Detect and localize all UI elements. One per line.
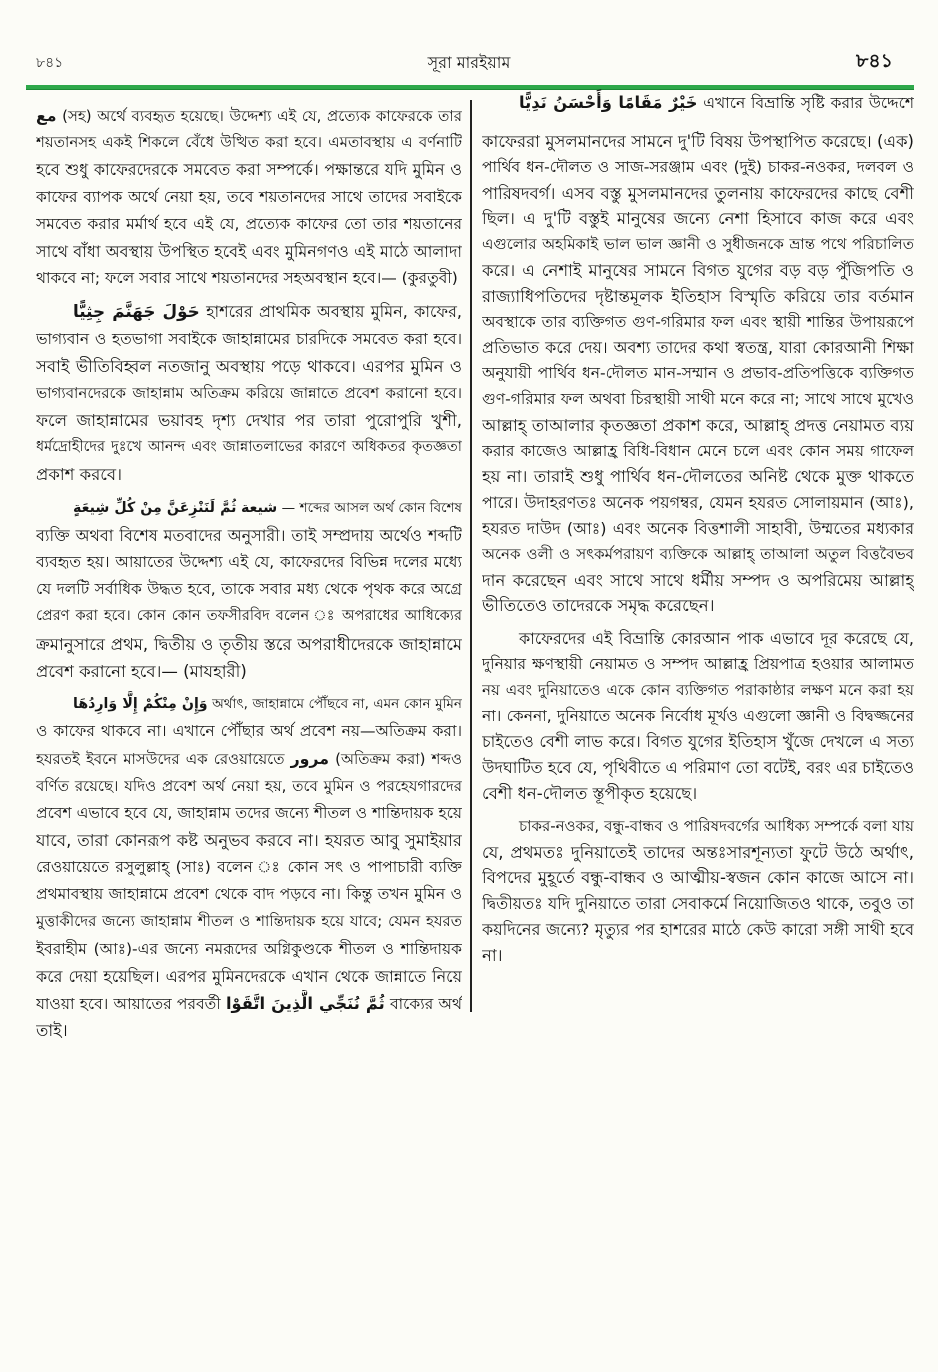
- paragraph: [36, 691, 462, 1044]
- text-segment: — শব্দের আসল অর্থ কোন বিশেষ: [277, 499, 462, 516]
- text-line: [36, 495, 462, 522]
- text-line: ইবরাহীম (আঃ)-এর জন্যে নমরূদের অগ্নিকুণ্ডকে শীতল ও শান্তিদায়ক: [36, 939, 462, 958]
- page-number-left: ৮৪১: [36, 55, 64, 71]
- text-line: ও কাফের থাকবে না। এখানে পৌঁছার অর্থ প্রবেশ নয়—অতিক্রম করা।: [36, 722, 462, 741]
- arabic-text: شيعة: [240, 499, 278, 516]
- text-line: এগুলোর অহমিকাই ভাল ভাল জ্ঞানী ও সুধীজনকে ভ্রান্ত পথে পরিচালিত: [482, 235, 914, 254]
- text-line: বর্ণিত রয়েছে। যদিও প্রবেশ অর্থ নেয়া হয়, তবে মুমিন ও পরহেযগারদের: [36, 776, 462, 795]
- text-line: যাবে, তারা কোনরূপ কষ্ট অনুভব করবে না। হযরত আবু সুমাইয়ার: [36, 830, 462, 850]
- text-line: অবস্থাকে তার ব্যক্তিগত গুণ-গরিমার ফল এবং স্থায়ী শান্তির উপায়রূপে: [482, 312, 914, 331]
- text-line: পার্থিব ধন-দৌলত ও সাজ-সরঞ্জাম এবং (দুই) চাকর-নওকর, দলবল ও: [482, 157, 914, 176]
- text-line: রাজ্যাধিপতিদের দৃষ্টান্তমূলক ইতিহাস বিস্মৃতি করিয়ে তার বর্তমান: [482, 286, 914, 306]
- text-segment: (সহ) অর্থে ব্যবহৃত হয়েছে। উদ্দেশ্য এই যে, প্রত্যেক কাফেরকে তার: [56, 107, 462, 125]
- text-line: উদঘাটিত হবে যে, পৃথিবীতে এ পরিমাণ তো বটেই, বরং এর চাইতেও: [482, 758, 914, 778]
- text-line: হয় না। তারাই শুধু পার্থিব ধন-দৌলতের অনিষ্ট থেকে মুক্ত থাকতে: [482, 467, 914, 487]
- text-line: প্রথমাবস্থায় জাহান্নামে প্রবেশ থেকে বাদ পড়বে না। কিন্তু তখন মুমিন ও: [36, 885, 462, 904]
- text-line: ভাগ্যবানদেরকে জাহান্নাম অতিক্রম করিয়ে জান্নাতে প্রবেশ করানো হবে।: [36, 383, 462, 402]
- text-line: চাইতেও বেশী লাভ করে। বিগত যুগের ইতিহাস খুঁজে দেখলে এ সত্য: [482, 732, 914, 752]
- left-column: [36, 102, 462, 1044]
- text-segment: এখানে বিভ্রান্তি সৃষ্টি করার উদ্দেশে: [697, 94, 914, 112]
- text-line: ব্যবহৃত হয়। আয়াতের উদ্দেশ্য এই যে, কাফেরদের বিভিন্ন দলের মধ্যে: [36, 553, 462, 571]
- text-line: দ্বিতীয়তঃ যদি দুনিয়াতে তারা সেবাকর্মে নিয়োজিতও থাকে, তবুও তা: [482, 894, 914, 914]
- text-segment: (অতিক্রম করা) শব্দও: [328, 750, 462, 769]
- text-line: [36, 990, 462, 1017]
- text-line: শয়তানসহ একই শিকলে বেঁধে উত্থিত করা হবে। এমতাবস্থায় এ বর্ণনাটি: [36, 133, 462, 152]
- text-line: দুনিয়ার ক্ষণস্থায়ী নেয়ামত ও সম্পদ আল্লাহ্র প্রিয়পাত্র হওয়ার আলামত: [482, 654, 914, 673]
- running-title: সূরা মারইয়াম: [427, 53, 511, 72]
- text-line: প্রকাশ করবে।: [36, 465, 122, 485]
- text-line: বিপদের মুহূর্তে বন্ধু-বান্ধব ও আত্মীয়-স্বজন কোন কাজে আসে না।: [482, 868, 914, 888]
- text-line: করার কাজেও আল্লাহ্র বিধি-বিধান মেনে চলে এবং কোন সময় গাফেল: [482, 441, 914, 460]
- text-line: কাফের ব্যাপক অর্থে নেয়া হয়, তবে শয়তানদের সাথে তাদের সবাইকে: [36, 187, 462, 206]
- arabic-text: ثُمَّ نُنَجِّي الَّذِينَ اتَّقَوْا: [225, 994, 385, 1013]
- text-line: বেশী ধন-দৌলত স্তূপীকৃত হয়েছে।: [482, 783, 698, 803]
- text-segment: যাওয়া হবে। আয়াতের পরবর্তী: [36, 995, 226, 1013]
- text-line: [482, 86, 914, 120]
- text-line: ভাগ্যবান ও হতভাগা সবাইকে জাহান্নামের চারদিকে সমবেত করা হবে।: [36, 329, 462, 348]
- text-line: চাকর-নওকর, বন্ধু-বান্ধব ও পারিষদবর্গের আধিক্য সম্পর্কে বলা যায়: [519, 816, 914, 835]
- text-line: পারিষদবর্গ। এসব বস্তু মুসলমানদের তুলনায় কাফেরদের কাছে বেশী: [482, 183, 914, 203]
- text-line: পারে। উদাহরণতঃ অনেক পয়গম্বর, যেমন হযরত সোলায়মান (আঃ),: [482, 493, 914, 513]
- text-line: ফলে জাহান্নামের ভয়াবহ দৃশ্য দেখার পর তারা পুরোপুরি খুশী,: [36, 411, 462, 431]
- text-line: না।: [482, 945, 503, 965]
- paragraph: [36, 102, 462, 292]
- text-line: প্রেরণ করা হবে। কোন কোন তফসীরবিদ বলেন ঃ অপরাধের আধিক্যের: [36, 608, 462, 625]
- text-line: রেওয়ায়েতে রসুলুল্লাহ্ (সাঃ) বলেন ঃ কোন সৎ ও পাপাচারী ব্যক্তি: [36, 858, 462, 877]
- text-line: সবাই ভীতিবিহ্বল নতজানু অবস্থায় পড়ে থাকবে। এরপর মুমিন ও: [36, 356, 462, 376]
- arabic-text: ثُمَّ لَنَنْزِعَنَّ مِنْ كُلِّ شِيعَةٍ: [73, 499, 237, 516]
- text-line: কাফেররা মুসলমানদের সামনে দু'টি বিষয় উপস্থাপিত করেছে। (এক): [482, 132, 914, 151]
- text-line: করে দেয়া হয়েছিল। এরপর মুমিনদেরকে এখান থেকে জান্নাতে নিয়ে: [36, 966, 462, 986]
- text-line: [36, 102, 462, 129]
- text-line: থাকবে না; ফলে সবার সাথে শয়তানদের সহঅবস্থান হবে।— (কুরতুবী): [36, 269, 458, 288]
- text-line: [36, 298, 462, 325]
- text-line: ভীতিতেও তাদেরকে সমৃদ্ধ করেছেন।: [482, 596, 715, 616]
- text-line: অনুযায়ী পার্থিব ধন-দৌলত মান-সম্মান ও প্রভাব-প্রতিপত্তিকে ব্যক্তিগত: [482, 364, 914, 383]
- text-line: হবে শুধু কাফেরদেরকে সমবেত করা সম্পর্কে। পক্ষান্তরে যদি মুমিন ও: [36, 160, 462, 180]
- text-line: হযরত দাউদ (আঃ) এবং অনেক বিত্তশালী সাহাবী, উম্মতের মধ্যকার: [482, 518, 914, 538]
- text-line: সমবেত করার মর্মার্থ হবে এই যে, প্রত্যেক কাফের তো তার শয়তানের: [36, 214, 462, 233]
- text-segment: বাক্যের অর্থ: [384, 995, 462, 1013]
- text-line: প্রতিভাত করে দেয়। অবশ্য তাদের কথা স্বতন্ত্র, যারা কোরআনী শিক্ষা: [482, 338, 914, 358]
- text-segment: হাশরের প্রাথমিক অবস্থায় মুমিন, কাফের,: [199, 302, 462, 322]
- text-line: না। কেননা, দুনিয়াতে অনেক নির্বোধ মূর্খও এগুলো জ্ঞানী ও বিদ্বজ্জনের: [482, 706, 914, 725]
- paragraph: [482, 626, 914, 807]
- text-line: প্রবেশ এভাবে হবে যে, জাহান্নাম তদের জন্যে শীতল ও শান্তিদায়ক হয়ে: [36, 803, 462, 822]
- right-column: [482, 86, 914, 969]
- column-divider: [470, 100, 472, 1012]
- text-segment: হযরতই ইবনে মাসউদের এক রেওয়ায়েতে: [36, 750, 291, 769]
- arabic-text: مرور: [290, 749, 329, 769]
- text-line: তাই।: [36, 1021, 68, 1041]
- text-line: ক্রমানুসারে প্রথম, দ্বিতীয় ও তৃতীয় স্তরে অপরাধীদেরকে জাহান্নামে: [36, 634, 462, 654]
- text-line: প্রবেশ করানো হবে।— (মাযহারী): [36, 661, 247, 681]
- text-line: [36, 691, 462, 718]
- text-segment: অর্থাৎ, জাহান্নামে পৌঁছবে না, এমন কোন মুমিন: [207, 695, 462, 712]
- text-line: নয় এবং দুনিয়াতেও একে কোন ব্যক্তিগত পরাকাষ্ঠার লক্ষণ মনে করা হয়: [482, 680, 914, 699]
- arabic-text: مع: [36, 106, 57, 125]
- text-line: [36, 745, 462, 772]
- text-line: সাথে বাঁধা অবস্থায় উপস্থিত হবেই এবং মুমিনগণও এই মাঠে আলাদা: [36, 241, 462, 261]
- text-line: আল্লাহ্ তাআলার কৃতজ্ঞতা প্রকাশ করে, আল্লাহ্ প্রদত্ত নেয়ামত ব্যয়: [482, 415, 914, 435]
- text-line: ধর্মদ্রোহীদের দুঃখে আনন্দ এবং জান্নাতলাভের কারণে অধিকতর কৃতজ্ঞতা: [36, 439, 462, 456]
- arabic-text: وَإِنْ مِنْكُمْ إِلَّا وَارِدُهَا: [73, 695, 208, 712]
- arabic-text: خَيْرٌ مَقَامًا وَأَحْسَنُ نَدِيًّا: [519, 93, 698, 112]
- paragraph: [36, 495, 462, 685]
- text-line: মুত্তাকীদের জন্যে জাহান্নাম শীতল ও শান্তিদায়ক হয়ে যাবে; যেমন হযরত: [36, 912, 462, 931]
- text-line: যে দলটি সর্বাধিক উদ্ধত হবে, তাকে সবার মধ্য থেকে পৃথক করে অগ্রে: [36, 580, 462, 599]
- paragraph: [482, 814, 914, 969]
- text-line: যে, প্রথমতঃ দুনিয়াতেই তাদের অন্তঃসারশূন্যতা ফুটে উঠে অর্থাৎ,: [482, 842, 914, 862]
- arabic-text: حَوْلَ جَهَنَّمَ جِثِيًّا: [73, 301, 200, 322]
- text-line: দান করেছেন এবং সাথে সাথে ধর্মীয় সম্পদ ও অপরিমেয় আল্লাহ্: [482, 570, 914, 590]
- text-line: কয়দিনের জন্যে? মৃত্যুর পর হাশরের মাঠে কেউ কারো সঙ্গী সাথী হবে: [482, 919, 914, 939]
- text-line: গুণ-গরিমার ফল অথবা চিরস্থায়ী সাথী মনে করে না; সাথে সাথে মুখেও: [482, 389, 914, 408]
- text-line: ব্যক্তি অথবা বিশেষ মতবাদের অনুসারী। তাই সম্প্রদায় অর্থেও শব্দটি: [36, 525, 462, 545]
- text-line: অনেক ওলী ও সৎকর্মপরায়ণ ব্যক্তিকে আল্লাহ্ তাআলা অতুল বিত্তবৈভব: [482, 544, 914, 563]
- text-line: ছিল। এ দু'টি বস্তুই মানুষের জন্যে নেশা হিসাবে কাজ করে এবং: [482, 209, 914, 229]
- paragraph: [36, 298, 462, 488]
- paragraph: [482, 86, 914, 619]
- text-line: কাফেরদের এই বিভ্রান্তি কোরআন পাক এভাবে দূর করেছে যে,: [519, 629, 914, 649]
- page-number-right: ৮৪১: [856, 50, 893, 72]
- text-line: করে। এ নেশাই মানুষের সামনে বিগত যুগের বড় বড় পুঁজিপতি ও: [482, 260, 914, 280]
